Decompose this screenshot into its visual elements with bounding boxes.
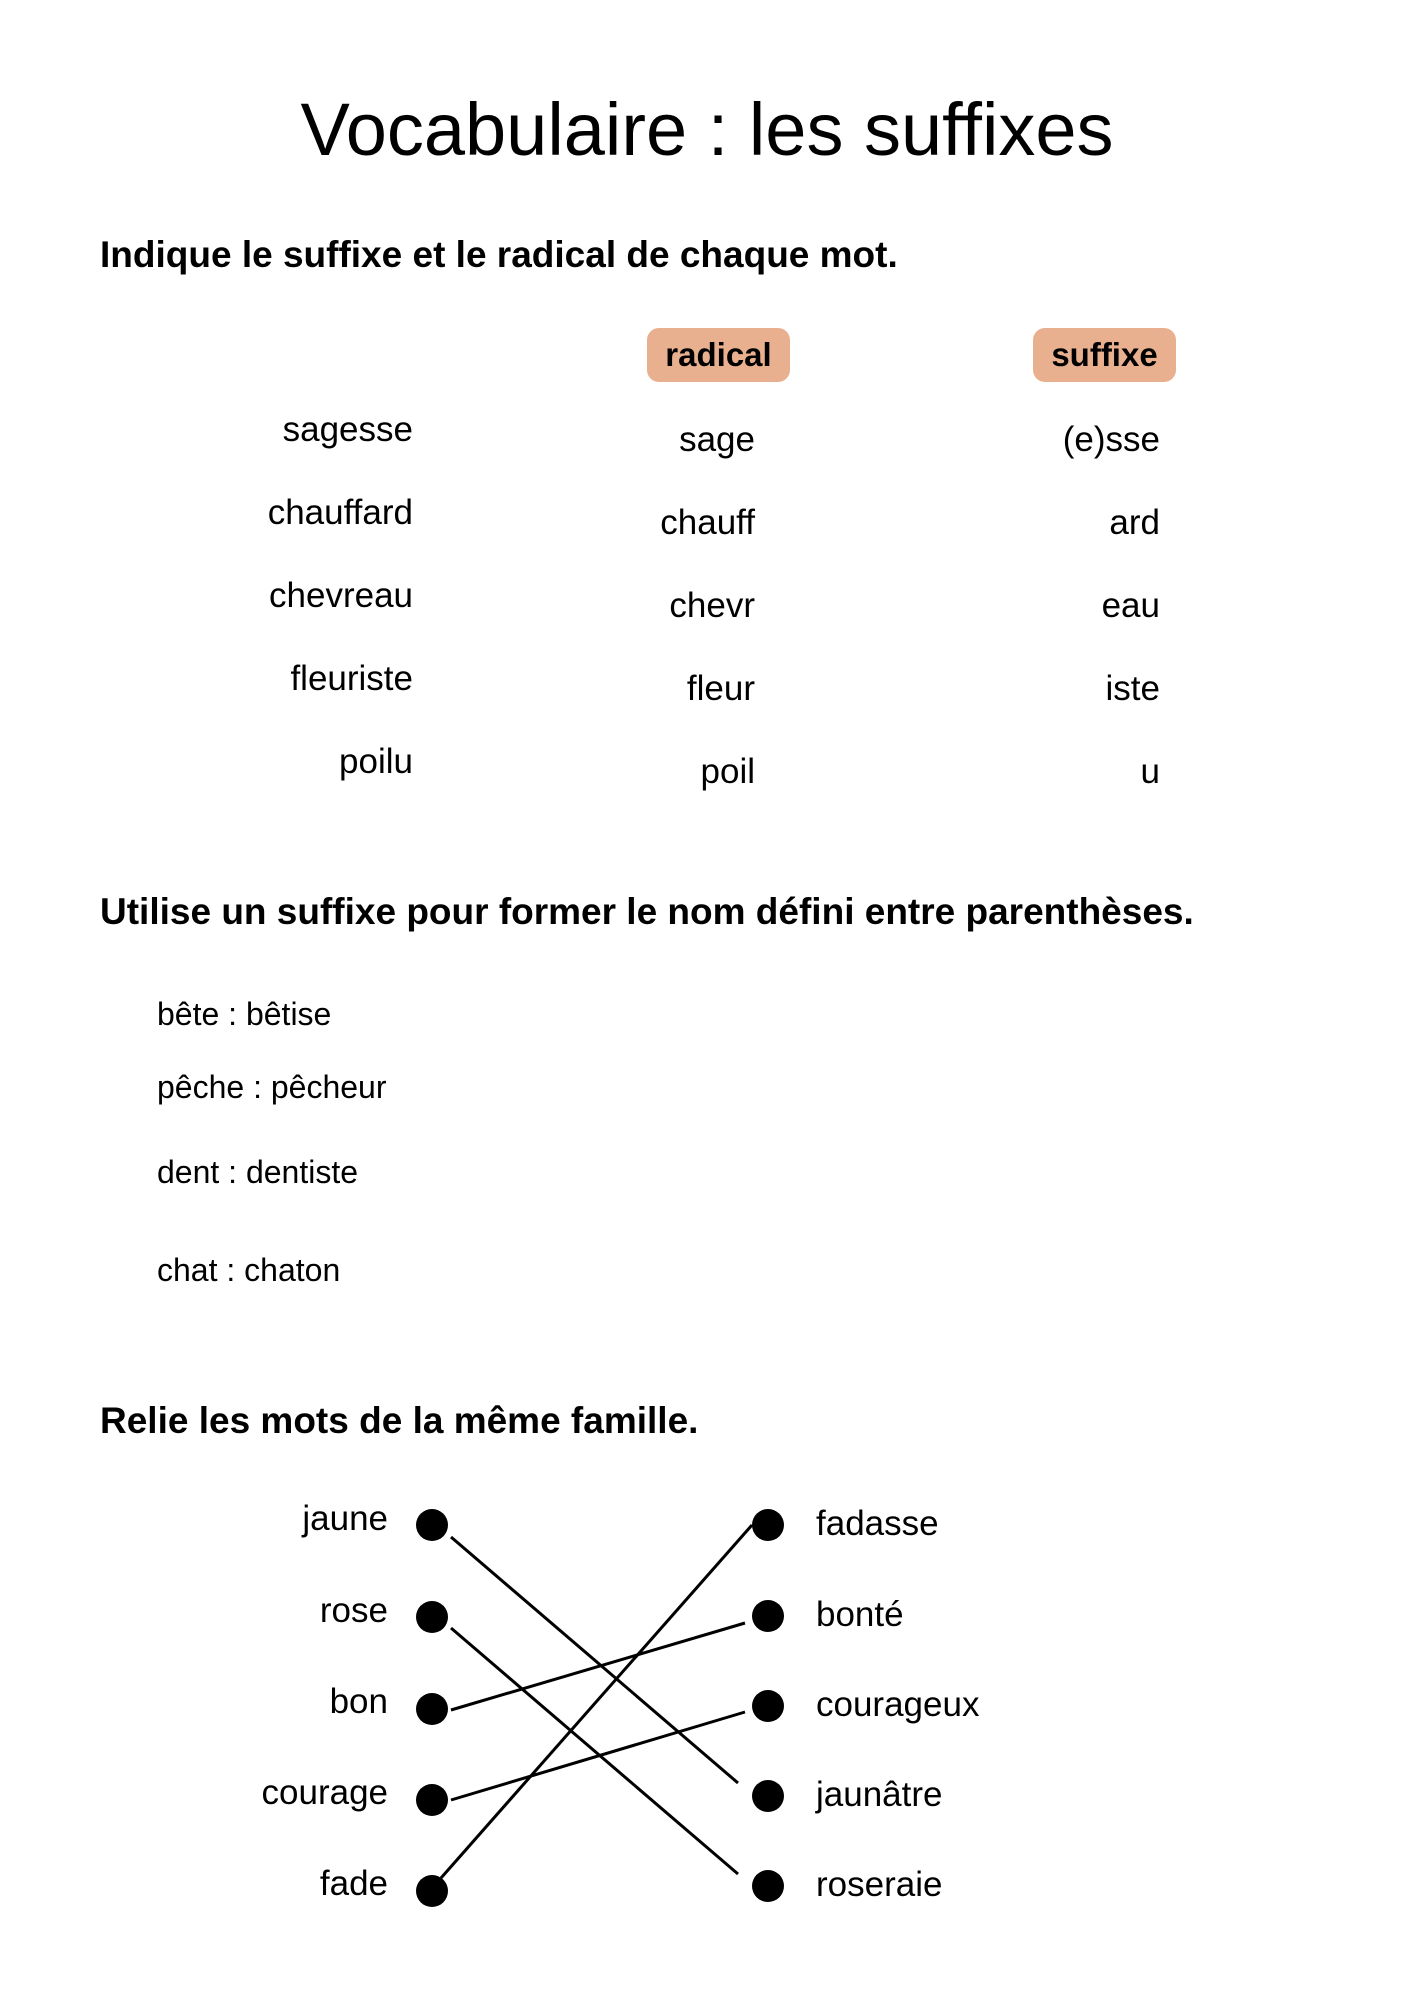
link-line [441,1525,752,1878]
ex1-word: sagesse [282,410,413,449]
right-dot[interactable] [752,1600,784,1632]
ex1-word: fleuriste [290,659,413,698]
ex1-suffixe: u [1140,752,1160,791]
left-dot[interactable] [416,1601,448,1633]
right-dot[interactable] [752,1780,784,1812]
right-word: bonté [816,1595,904,1634]
ex2-item: bête : bêtise [157,996,332,1032]
left-word: fade [319,1864,388,1903]
left-word: bon [329,1682,388,1721]
exercise1-instruction: Indique le suffixe et le radical de chaque mot. [100,234,898,275]
ex1-word: chevreau [269,576,413,615]
exercise2-instruction: Utilise un suffixe pour former le nom défini entre parenthèses. [100,891,1194,932]
right-word: fadasse [816,1504,939,1543]
ex2-item: chat : chaton [157,1252,341,1288]
right-dot[interactable] [752,1870,784,1902]
left-dot[interactable] [416,1693,448,1725]
ex1-suffixe: iste [1105,669,1160,708]
suffixe-header-badge: suffixe [1033,328,1176,382]
ex1-suffixe: (e)sse [1062,420,1160,459]
ex1-radical: chauff [660,503,755,542]
left-word: jaune [302,1499,388,1538]
ex1-radical: sage [679,420,755,459]
ex2-item: pêche : pêcheur [157,1069,387,1105]
ex1-radical: chevr [669,586,755,625]
right-word: courageux [816,1685,980,1724]
right-word: roseraie [816,1865,943,1904]
ex1-radical: poil [700,752,755,791]
page-title: Vocabulaire : les suffixes [300,88,1114,171]
ex1-suffixe: eau [1101,586,1160,625]
right-dot[interactable] [752,1690,784,1722]
link-line [451,1628,738,1874]
ex1-suffixe: ard [1109,503,1160,542]
right-word: jaunâtre [816,1775,943,1814]
left-dot[interactable] [416,1784,448,1816]
radical-header-badge: radical [647,328,790,382]
left-word: rose [319,1591,388,1630]
ex1-word: chauffard [267,493,413,532]
left-dot[interactable] [416,1875,448,1907]
ex2-item: dent : dentiste [157,1154,359,1190]
ex1-radical: fleur [686,669,755,708]
right-dot[interactable] [752,1509,784,1541]
link-line [451,1537,738,1783]
ex1-word: poilu [339,742,413,781]
left-dot[interactable] [416,1509,448,1541]
link-line [451,1712,745,1800]
left-word: courage [261,1773,388,1812]
exercise3-instruction: Relie les mots de la même famille. [100,1400,699,1441]
